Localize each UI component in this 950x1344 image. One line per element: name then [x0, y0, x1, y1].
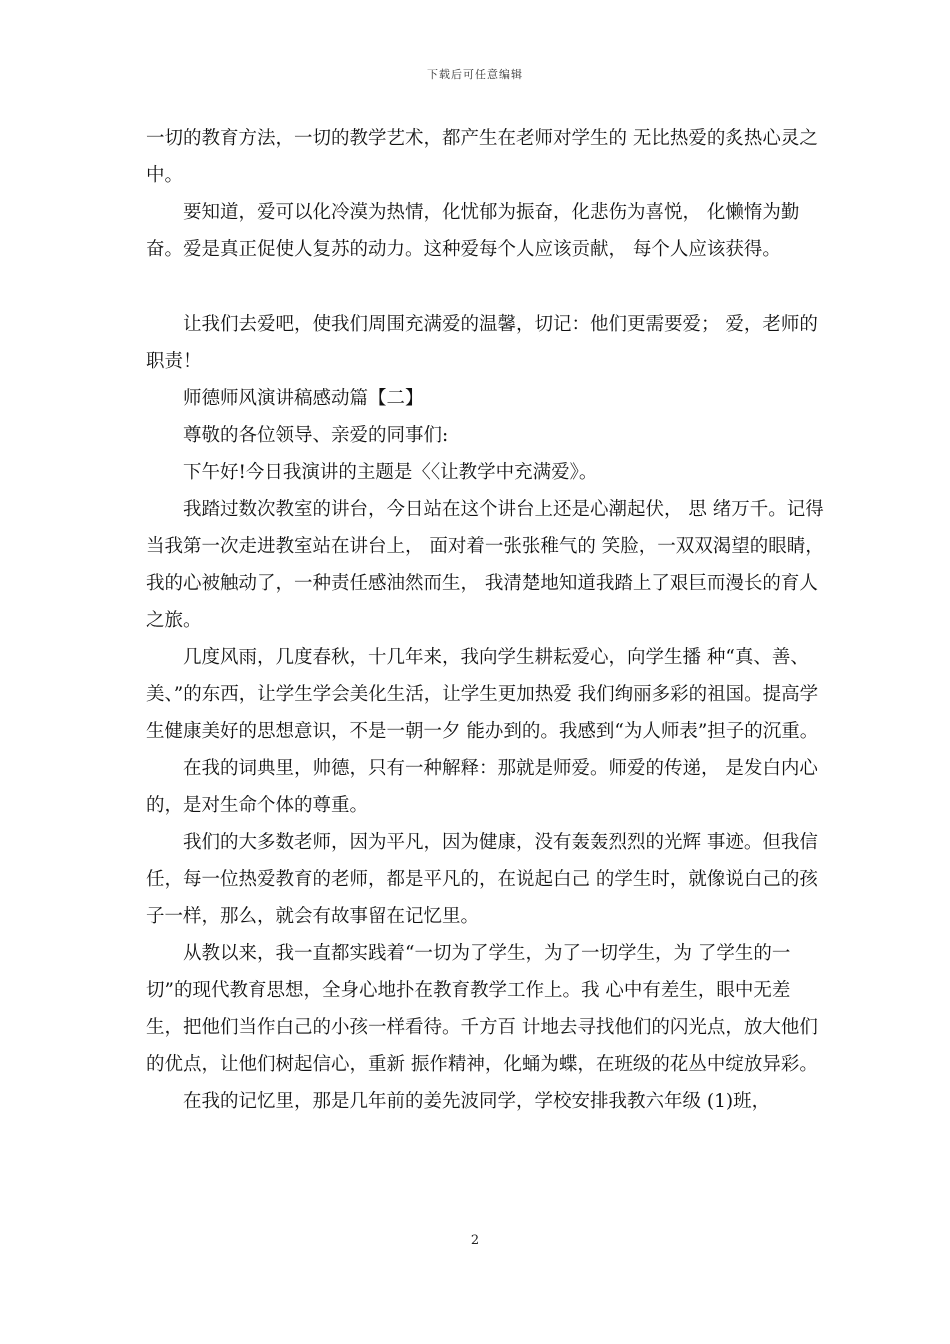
paragraph-6: 在我的词典里，帅德，只有一种解释：那就是师爱。师爱的传递， 是发白内心的，是对生命个体的尊重。 — [146, 758, 818, 816]
paragraph-5: 几度风雨，几度春秋，十几年来，我向学生耕耘爱心，向学生播 种“真、善、美、”的东西，让学生学会美化生活，让学生更加热爱 我们绚丽多彩的祖国。提高学生健康美好的思想意识，不是一朝一夕 能办到的。我感到“为人师表”担子的沉重。 — [146, 647, 819, 742]
greeting-line: 下午好!今日我演讲的主题是〈〈让教学中充满爱》。 — [183, 462, 598, 483]
paragraph-9: 在我的记忆里，那是几年前的姜先波同学，学校安排我教六年级 (1)班， — [183, 1091, 771, 1112]
paragraph-8: 从教以来，我一直都实践着“一切为了学生，为了一切学生，为 了学生的一切”的现代教育思想，全身心地扑在教育教学工作上。我 心中有差生，眼中无差生，把他们当作白己的小孩一样看待。千方百 计地去寻找他们的闪光点，放大他们的优点，让他们树起信心，重新 振作精神，化蛹为蝶，在班级的花丛中绽放异彩。 — [146, 943, 818, 1075]
salutation: 尊敬的各位领导、亲爱的同事们: — [183, 425, 449, 446]
document-body — [146, 120, 826, 1120]
paragraph-2: 要知道，爱可以化冷漠为热情，化忧郁为振奋，化悲伤为喜悦， 化懒惰为勤奋。爱是真正促使人复苏的动力。这种爱每个人应该贡献， 每个人应该获得。 — [146, 202, 800, 260]
paragraph-4: 我踏过数次教室的讲台，今日站在这个讲台上还是心潮起伏， 思 绪万千。记得当我第一次走进教室站在讲台上， 面对着一张张稚气的 笑脸，一双双渴望的眼睛，我的心被触动了，一种责任感油然而生， 我清楚地知道我踏上了艰巨而漫长的育人之旅。 — [146, 499, 824, 631]
paragraph-3: 让我们去爱吧，使我们周围充满爱的温馨，切记：他们更需要爱； 爱，老师的职责！ — [146, 314, 818, 372]
page-number: 2 — [470, 1233, 480, 1248]
section-heading: 师德师风演讲稿感动篇【二】 — [183, 388, 424, 409]
paragraph-7: 我们的大多数老师，因为平凡，因为健康，没有轰轰烈烈的光辉 事迹。但我信任，每一位热爱教育的老师，都是平凡的，在说起白己 的学生时，就像说白己的孩子一样，那么，就会有故事留在记忆里。 — [146, 832, 818, 927]
paragraph-1: 一切的教育方法，一切的教学艺术，都产生在老师对学生的 无比热爱的炙热心灵之中。 — [146, 128, 818, 186]
page-header: 下载后可任意编辑 — [427, 68, 523, 81]
